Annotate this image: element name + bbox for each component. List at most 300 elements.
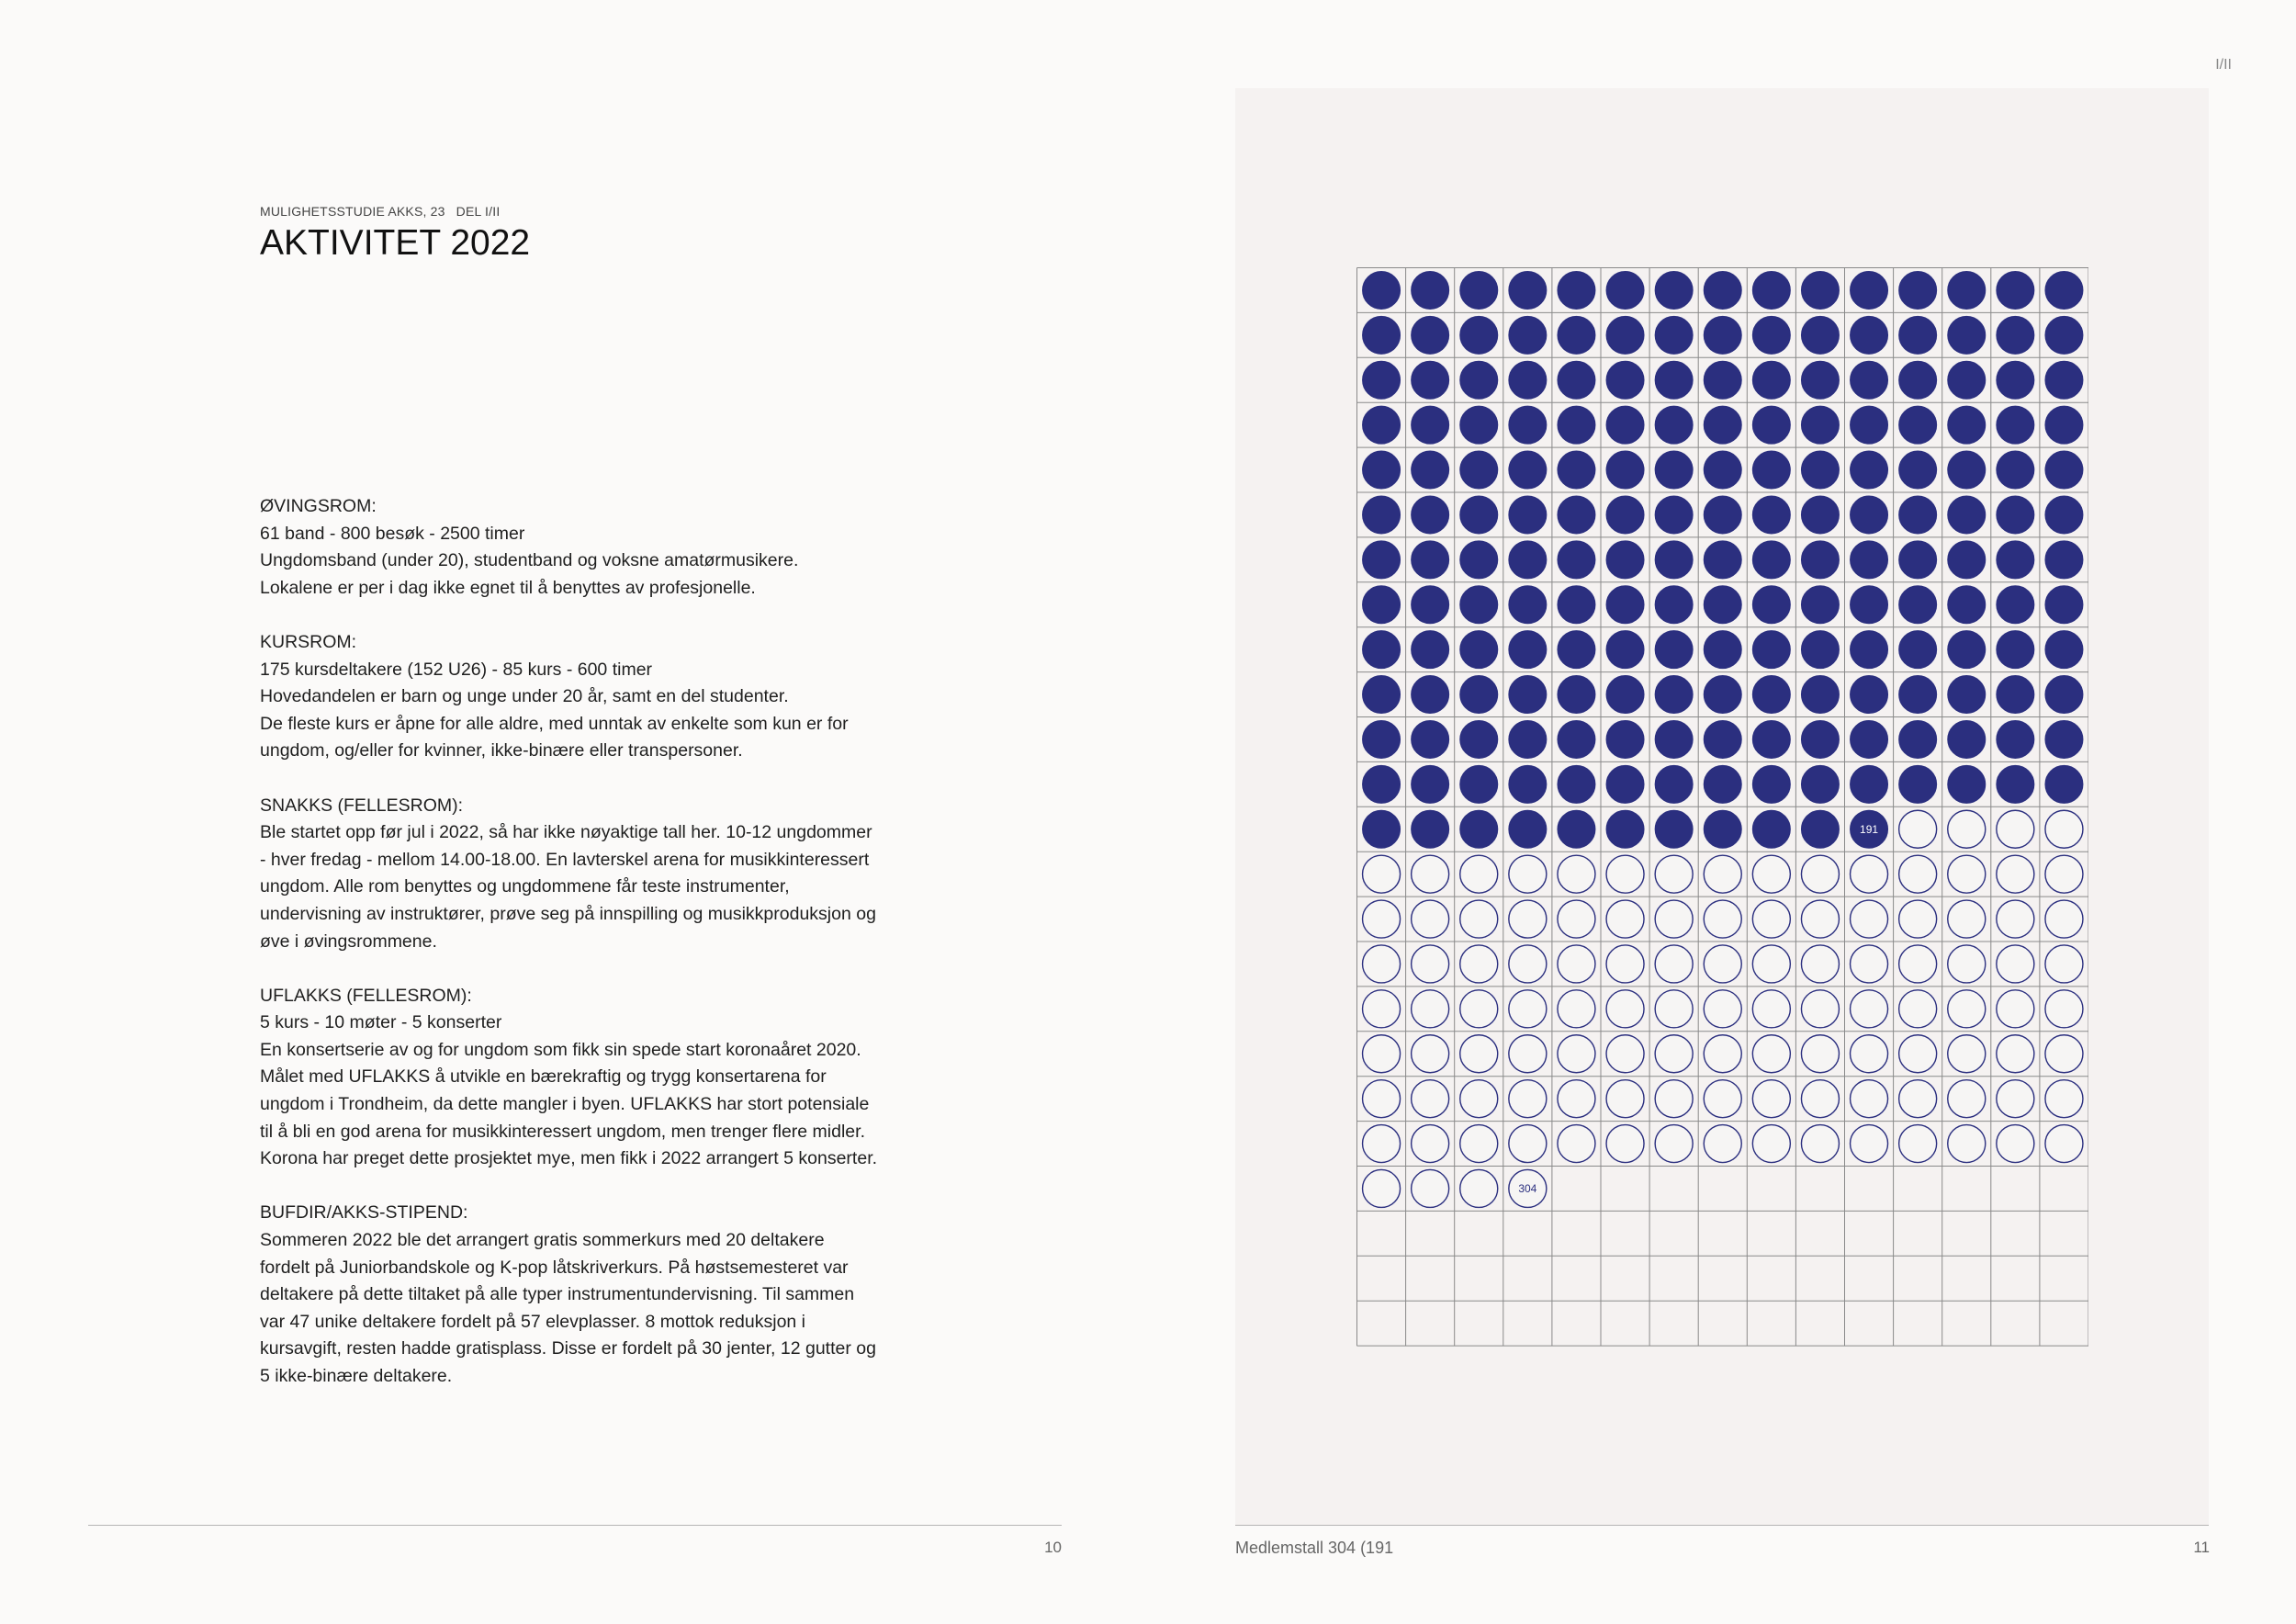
member-dot: [1606, 990, 1644, 1028]
section-line: Lokalene er per i dag ikke egnet til å benyttes av profesjonelle.: [260, 577, 756, 598]
member-dot-active: [1851, 631, 1888, 669]
member-dot-active: [1948, 316, 1986, 354]
member-dot: [1412, 945, 1449, 983]
member-dot: [1460, 1035, 1498, 1073]
member-dot-active: [1558, 676, 1595, 714]
member-dot-active: [1752, 541, 1790, 579]
member-dot-active: [1752, 676, 1790, 714]
section-uflakks: [260, 983, 921, 1173]
member-dot-active: [1460, 541, 1498, 579]
member-dot-active: [1363, 631, 1401, 669]
member-dot: [1899, 990, 1937, 1028]
member-dot: [1704, 1125, 1741, 1163]
section-line: Hovedandelen er barn og unge under 20 år, samt en del studenter.: [260, 686, 789, 707]
member-dot-active: [1851, 720, 1888, 758]
member-dot-active: [1899, 765, 1937, 803]
member-dot: [1412, 1125, 1449, 1163]
member-dot: [1704, 1035, 1741, 1073]
member-dot-active: [1899, 316, 1937, 354]
member-dot-active: [1363, 361, 1401, 399]
member-dot: [1412, 1169, 1449, 1207]
member-dot-active: [1606, 271, 1644, 309]
member-dot-active: [1509, 586, 1547, 624]
member-dot: [1899, 1125, 1937, 1163]
member-dot: [2045, 855, 2083, 893]
label-highlighted-count: 191: [1860, 822, 1879, 836]
member-dot-active: [2045, 496, 2083, 534]
member-dot-active: [1655, 765, 1693, 803]
section-line: ungdom, og/eller for kvinner, ikke-binære eller transpersoner.: [260, 740, 743, 761]
member-dot-active: [1752, 496, 1790, 534]
member-dot: [1997, 855, 2034, 893]
member-dot-active: [1752, 316, 1790, 354]
member-dot-active: [1412, 631, 1449, 669]
member-dot: [1412, 1035, 1449, 1073]
member-dot: [1509, 900, 1547, 938]
member-dot-active: [1460, 361, 1498, 399]
member-dot: [1363, 1080, 1401, 1118]
member-dot-active: [1509, 451, 1547, 489]
member-dot-active: [1558, 586, 1595, 624]
member-dot-active: [1948, 271, 1986, 309]
member-dot-active: [1655, 586, 1693, 624]
member-dot-active: [1606, 496, 1644, 534]
member-dot-active: [1363, 720, 1401, 758]
member-dot-active: [1899, 631, 1937, 669]
member-dot-active: [1801, 361, 1839, 399]
member-dot: [1851, 990, 1888, 1028]
member-dot: [1558, 1035, 1595, 1073]
member-dot-active: [1704, 765, 1741, 803]
member-dot-active: [1412, 586, 1449, 624]
member-dot: [1655, 1035, 1693, 1073]
member-dot-active: [1704, 676, 1741, 714]
member-dot-active: [1851, 271, 1888, 309]
member-dot-active: [1655, 451, 1693, 489]
member-dot: [1509, 1080, 1547, 1118]
member-dot-active: [1997, 451, 2034, 489]
member-dot-active: [1412, 271, 1449, 309]
member-dot: [2045, 990, 2083, 1028]
member-dot-active: [1997, 541, 2034, 579]
member-dot-active: [1558, 720, 1595, 758]
member-dot-active: [1558, 271, 1595, 309]
member-dot: [1509, 1035, 1547, 1073]
member-dot-active: [2045, 720, 2083, 758]
member-dot-active: [1460, 271, 1498, 309]
member-dot: [1899, 810, 1937, 848]
member-dot-active: [1460, 810, 1498, 848]
member-dot: [1655, 855, 1693, 893]
member-dot-active: [1460, 451, 1498, 489]
member-dot: [1460, 1125, 1498, 1163]
member-dot: [1655, 990, 1693, 1028]
member-dot: [1606, 855, 1644, 893]
section-line: 5 ikke-binære deltakere.: [260, 1366, 453, 1386]
member-dot: [1997, 1080, 2034, 1118]
member-dot-active: [1363, 541, 1401, 579]
member-dot-active: [1801, 676, 1839, 714]
member-dot-active: [1948, 676, 1986, 714]
section-line: fordelt på Juniorbandskole og K-pop låtskriverkurs. På høstsemesteret var: [260, 1257, 849, 1278]
member-dot-active: [1509, 361, 1547, 399]
member-dot: [1558, 900, 1595, 938]
member-dot-active: [1363, 451, 1401, 489]
member-dot-active: [1801, 541, 1839, 579]
member-dot-active: [1752, 586, 1790, 624]
member-dot-active: [1948, 406, 1986, 444]
section-line: - hver fredag - mellom 14.00-18.00. En lavterskel arena for musikkinteressert: [260, 849, 870, 870]
member-dot-active: [1851, 316, 1888, 354]
member-dot-active: [1606, 361, 1644, 399]
member-dot-active: [1655, 271, 1693, 309]
member-dot-active: [1606, 406, 1644, 444]
member-dot-active: [1558, 631, 1595, 669]
member-dot-active: [1704, 406, 1741, 444]
member-dot: [1704, 1080, 1741, 1118]
member-dot-active: [1899, 720, 1937, 758]
section-line: kursavgift, resten hadde gratisplass. Disse er fordelt på 30 jenter, 12 gutter og: [260, 1338, 876, 1359]
member-dot: [1948, 810, 1986, 848]
member-dot-active: [1801, 451, 1839, 489]
member-dot: [1460, 855, 1498, 893]
member-dot-active: [1752, 810, 1790, 848]
member-dot: [1899, 1080, 1937, 1118]
member-dot-active: [1655, 316, 1693, 354]
member-dot-active: [1606, 316, 1644, 354]
member-dot: [1948, 900, 1986, 938]
section-line: ungdom i Trondheim, da dette mangler i byen. UFLAKKS har stort potensiale: [260, 1094, 870, 1115]
member-dot-active: [1606, 631, 1644, 669]
member-dot: [1851, 900, 1888, 938]
member-dot-active: [1752, 720, 1790, 758]
member-dot-active: [1801, 586, 1839, 624]
member-dot-active: [1412, 541, 1449, 579]
member-dot-active: [1899, 361, 1937, 399]
member-dot-active: [1899, 541, 1937, 579]
chart-caption: Medlemstall 304 (191: [1235, 1539, 1394, 1557]
member-dot-active: [1558, 496, 1595, 534]
member-dot-active: [1997, 586, 2034, 624]
member-dot-active: [1801, 271, 1839, 309]
member-dot: [1655, 900, 1693, 938]
page-number-right: 11: [2193, 1539, 2210, 1556]
member-dot: [1752, 990, 1790, 1028]
member-dot-active: [2045, 765, 2083, 803]
member-dot-active: [1509, 631, 1547, 669]
member-dot: [1558, 1080, 1595, 1118]
section-line: De fleste kurs er åpne for alle aldre, med unntak av enkelte som kun er for: [260, 713, 849, 734]
member-dot: [1606, 945, 1644, 983]
member-dot-active: [1412, 810, 1449, 848]
member-dot-active: [1948, 541, 1986, 579]
section-bufdir: [260, 1200, 921, 1390]
member-dot: [1801, 900, 1839, 938]
member-dot-active: [1460, 496, 1498, 534]
member-dot-active: [1363, 316, 1401, 354]
member-dot: [1412, 855, 1449, 893]
member-dot-active: [1558, 810, 1595, 848]
activity-description: [260, 493, 921, 1417]
member-dot-active: [1801, 720, 1839, 758]
part-marker: I/II: [2215, 57, 2232, 73]
member-dot-active: [1899, 496, 1937, 534]
member-dot-active: [1997, 720, 2034, 758]
member-dot: [1558, 990, 1595, 1028]
member-dot-active: [1509, 271, 1547, 309]
member-dot-active: [1752, 765, 1790, 803]
member-dot: [1460, 945, 1498, 983]
section-line: 5 kurs - 10 møter - 5 konserter: [260, 1012, 502, 1033]
member-dot-active: [1752, 271, 1790, 309]
member-dot-active: [1606, 810, 1644, 848]
member-dot-active: [1460, 316, 1498, 354]
member-dot: [1558, 945, 1595, 983]
member-dot: [1509, 1125, 1547, 1163]
member-dot-active: [2045, 631, 2083, 669]
member-dot-active: [1997, 496, 2034, 534]
member-dot: [1363, 1125, 1401, 1163]
member-dot: [1752, 900, 1790, 938]
member-dot-active: [1655, 361, 1693, 399]
section-line: Korona har preget dette prosjektet mye, men fikk i 2022 arrangert 5 konserter.: [260, 1148, 878, 1169]
member-dot: [1509, 855, 1547, 893]
label-total-count: 304: [1518, 1181, 1537, 1195]
member-dot-active: [1558, 406, 1595, 444]
section-line: øve i øvingsrommene.: [260, 930, 437, 952]
member-dot-active: [1851, 586, 1888, 624]
member-dot: [1899, 945, 1937, 983]
member-dot-active: [1997, 316, 2034, 354]
member-dot-active: [1851, 765, 1888, 803]
member-dot-active: [2045, 271, 2083, 309]
member-dot: [1801, 1125, 1839, 1163]
member-dot-active: [1704, 496, 1741, 534]
member-dot-active: [1558, 361, 1595, 399]
member-dot: [1851, 1080, 1888, 1118]
member-dot-active: [1899, 586, 1937, 624]
member-dot: [1558, 855, 1595, 893]
member-dot: [1752, 945, 1790, 983]
section-line: Sommeren 2022 ble det arrangert gratis sommerkurs med 20 deltakere: [260, 1230, 825, 1251]
kicker-part: DEL I/II: [456, 204, 501, 219]
member-dot-active: [1558, 451, 1595, 489]
member-dot: [1704, 855, 1741, 893]
member-dot-active: [2045, 361, 2083, 399]
member-dot-active: [1460, 586, 1498, 624]
member-dot: [1851, 855, 1888, 893]
member-dot: [1997, 810, 2034, 848]
section-line: deltakere på dette tiltaket på alle typer instrumentundervisning. Til sammen: [260, 1284, 855, 1305]
member-dot-active: [2045, 316, 2083, 354]
member-dot-active: [1509, 720, 1547, 758]
member-dot-active: [1851, 541, 1888, 579]
member-dot-active: [1752, 406, 1790, 444]
member-dot: [1851, 945, 1888, 983]
member-dot-active: [1460, 676, 1498, 714]
member-dot: [1412, 990, 1449, 1028]
member-dot-active: [1851, 361, 1888, 399]
member-dot: [1363, 990, 1401, 1028]
section-heading: UFLAKKS (FELLESROM):: [260, 985, 472, 1006]
member-dot: [1655, 1125, 1693, 1163]
document-kicker: [260, 204, 500, 219]
member-dot-active: [1655, 496, 1693, 534]
member-dot: [1412, 900, 1449, 938]
section-heading: ØVINGSROM:: [260, 496, 377, 516]
member-dot: [1899, 1035, 1937, 1073]
member-dot: [1704, 900, 1741, 938]
member-dot: [1704, 945, 1741, 983]
member-dot: [1997, 1035, 2034, 1073]
member-dot: [1460, 1169, 1498, 1207]
member-dot-active: [2045, 541, 2083, 579]
member-dot-active: [1509, 810, 1547, 848]
member-dot-active: [1655, 720, 1693, 758]
member-dot-active: [1655, 676, 1693, 714]
member-dot-active: [1460, 406, 1498, 444]
member-dot: [1460, 990, 1498, 1028]
member-dot: [1509, 990, 1547, 1028]
member-dot: [1460, 1080, 1498, 1118]
member-dot-active: [1801, 765, 1839, 803]
member-dot-active: [1801, 316, 1839, 354]
member-dot-active: [1509, 676, 1547, 714]
member-dot: [1948, 855, 1986, 893]
member-dot-active: [1704, 810, 1741, 848]
section-line: Ble startet opp før jul i 2022, så har ikke nøyaktige tall her. 10-12 ungdommer: [260, 822, 872, 843]
member-dot-active: [1606, 586, 1644, 624]
member-dot: [1363, 1035, 1401, 1073]
member-dot-active: [1412, 451, 1449, 489]
member-dot-active: [1509, 406, 1547, 444]
member-dot: [1655, 1080, 1693, 1118]
member-dot-active: [2045, 451, 2083, 489]
member-dot-active: [1460, 720, 1498, 758]
member-dot: [2045, 1125, 2083, 1163]
member-dot-active: [1412, 720, 1449, 758]
member-dot-active: [1509, 765, 1547, 803]
member-dot: [1801, 945, 1839, 983]
member-dot: [2045, 1080, 2083, 1118]
member-dot-active: [2045, 676, 2083, 714]
member-dot: [1363, 1169, 1401, 1207]
member-dot-active: [1412, 316, 1449, 354]
member-dot: [2045, 810, 2083, 848]
member-dot-active: [1704, 361, 1741, 399]
footer-rule-left: [88, 1525, 1062, 1526]
member-dot-active: [1948, 496, 1986, 534]
member-dot-active: [1509, 316, 1547, 354]
member-dot-active: [1752, 631, 1790, 669]
member-dot: [1899, 855, 1937, 893]
member-dot-active: [1899, 406, 1937, 444]
member-dot: [1460, 900, 1498, 938]
member-dot: [1948, 1080, 1986, 1118]
member-dot-active: [1558, 765, 1595, 803]
member-dot: [1412, 1080, 1449, 1118]
member-dot-active: [1606, 541, 1644, 579]
member-dot-active: [1412, 361, 1449, 399]
member-dot: [1851, 1125, 1888, 1163]
member-dot-active: [1801, 406, 1839, 444]
member-dot: [1948, 1035, 1986, 1073]
member-dot-active: [1997, 676, 2034, 714]
member-dot-active: [1997, 631, 2034, 669]
member-dot-active: [1801, 496, 1839, 534]
member-dot: [1363, 855, 1401, 893]
member-dot-active: [1363, 676, 1401, 714]
membership-waffle-chart: [1356, 267, 2088, 1347]
member-dot: [1948, 990, 1986, 1028]
section-line: 175 kursdeltakere (152 U26) - 85 kurs - 600 timer: [260, 659, 653, 680]
member-dot: [1704, 990, 1741, 1028]
member-dot: [1752, 1035, 1790, 1073]
section-heading: BUFDIR/AKKS-STIPEND:: [260, 1202, 468, 1224]
member-dot: [1752, 1125, 1790, 1163]
section-heading: SNAKKS (FELLESROM):: [260, 795, 464, 816]
member-dot: [1606, 1035, 1644, 1073]
member-dot-active: [1948, 720, 1986, 758]
member-dot-active: [1851, 406, 1888, 444]
member-dot-active: [1655, 631, 1693, 669]
member-dot-active: [1948, 765, 1986, 803]
section-line: 61 band - 800 besøk - 2500 timer: [260, 523, 525, 544]
member-dot-active: [1558, 541, 1595, 579]
member-dot-active: [1851, 451, 1888, 489]
member-dot: [1752, 855, 1790, 893]
member-dot-active: [1899, 271, 1937, 309]
member-dot-active: [1948, 361, 1986, 399]
member-dot-active: [1412, 406, 1449, 444]
section-line: var 47 unike deltakere fordelt på 57 elevplasser. 8 mottok reduksjon i: [260, 1311, 806, 1332]
member-dot: [1801, 1035, 1839, 1073]
member-dot-active: [1655, 406, 1693, 444]
member-dot-active: [1655, 541, 1693, 579]
member-dot-active: [1412, 676, 1449, 714]
section-line: Ungdomsband (under 20), studentband og voksne amatørmusikere.: [260, 550, 799, 571]
member-dot: [2045, 945, 2083, 983]
member-dot-active: [1948, 586, 1986, 624]
member-dot: [1851, 1035, 1888, 1073]
member-dot-active: [1704, 316, 1741, 354]
member-dot-active: [1363, 765, 1401, 803]
section-snakks: [260, 793, 921, 956]
member-dot: [1558, 1125, 1595, 1163]
section-line: til å bli en god arena for musikkinteressert ungdom, men trenger flere midler.: [260, 1121, 865, 1142]
member-dot-active: [1704, 541, 1741, 579]
member-dot-active: [1363, 271, 1401, 309]
section-kursrom: [260, 629, 921, 765]
member-dot: [2045, 1035, 2083, 1073]
member-dot-active: [1801, 631, 1839, 669]
member-dot-active: [1899, 451, 1937, 489]
member-dot-active: [1752, 451, 1790, 489]
member-dot: [1509, 945, 1547, 983]
page-number-left: 10: [1044, 1539, 1062, 1556]
member-dot-active: [1509, 496, 1547, 534]
member-dot-active: [1851, 676, 1888, 714]
member-dot-active: [1606, 765, 1644, 803]
member-dot-active: [1997, 406, 2034, 444]
member-dot-active: [1899, 676, 1937, 714]
member-dot-active: [1948, 631, 1986, 669]
member-dot-active: [1704, 451, 1741, 489]
member-dot-active: [1606, 451, 1644, 489]
member-dot: [1363, 945, 1401, 983]
member-dot: [1655, 945, 1693, 983]
section-heading: KURSROM:: [260, 631, 357, 652]
